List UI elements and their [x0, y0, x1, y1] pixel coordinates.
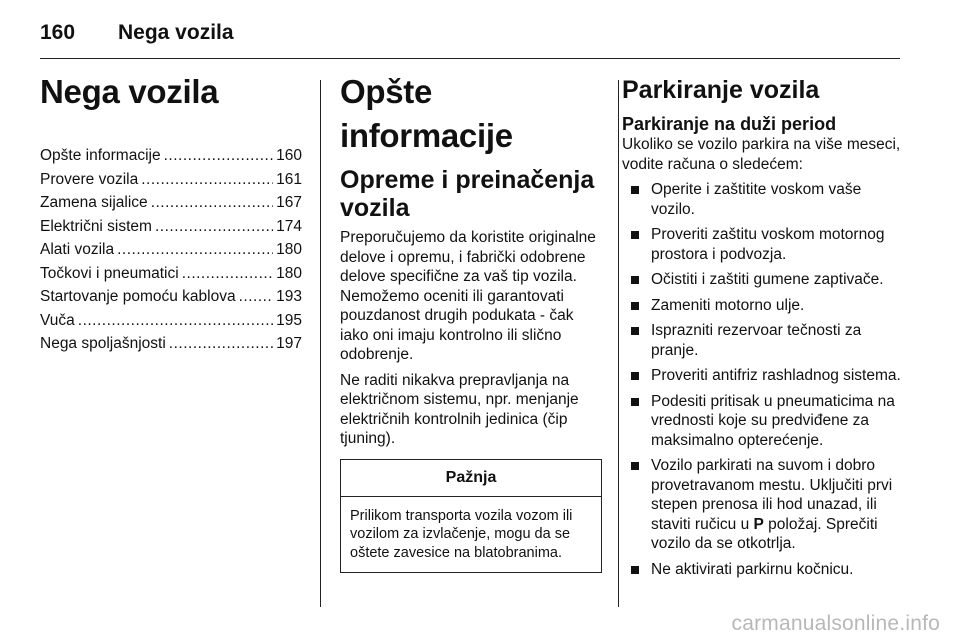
bullet-square-icon: [631, 327, 639, 335]
list-item: [622, 392, 904, 451]
toc-entry-page: 174: [276, 217, 302, 235]
toc-leader: [182, 265, 273, 283]
table-of-contents: [40, 147, 302, 359]
caution-title: Pažnja: [341, 460, 601, 497]
toc-entry-page: 197: [276, 335, 302, 352]
toc-leader: [169, 335, 273, 353]
toc-entry-title: Alati vozila: [40, 241, 115, 258]
list-item-text: Vozilo parkirati na suvom i dobro provetravanom mestu. Uključiti prvi stepen prenosa ili hod unazad, ili staviti ručicu u: [651, 457, 893, 533]
toc-leader: [117, 241, 273, 259]
toc-entry-page: 160: [276, 147, 302, 164]
watermark: carmanualsonline.info: [731, 612, 940, 635]
bullet-square-icon: [631, 398, 639, 406]
toc-entry-page: 167: [276, 194, 302, 211]
toc-entry[interactable]: [40, 218, 302, 242]
toc-leader: [78, 312, 273, 330]
body-paragraph: Ne raditi nikakva prepravljanja na električnom sistemu, npr. menjanje električnih kontrolnih jedinica (čip tjuning).: [340, 371, 579, 447]
column-divider: [618, 80, 619, 607]
toc-entry[interactable]: [40, 312, 302, 336]
toc-leader: [151, 194, 273, 212]
toc-entry[interactable]: [40, 335, 302, 359]
toc-entry[interactable]: [40, 147, 302, 171]
list-item: [622, 321, 904, 360]
list-item-text: položaj. Sprečiti vozilo da se otkotrlja.: [651, 515, 878, 552]
toc-entry-page: 161: [276, 170, 302, 188]
subsection-title: Opreme i preinačenja vozila: [340, 166, 595, 222]
bullet-square-icon: [631, 276, 639, 284]
toc-entry[interactable]: [40, 171, 302, 195]
bullet-square-icon: [631, 372, 639, 380]
list-item: [622, 180, 904, 219]
caution-text: Prilikom transporta vozila vozom ili vozilom za izvlačenje, mogu da se oštete zavesice na blatobranima.: [350, 507, 573, 561]
bullet-square-icon: [631, 186, 639, 194]
subsection-title: Parkiranje na duži period: [622, 114, 837, 134]
bullet-list: [622, 180, 904, 579]
bullet-square-icon: [631, 231, 639, 239]
toc-entry-title: Točkovi i pneumatici: [40, 264, 179, 282]
toc-entry-title: Startovanje pomoću kablova: [40, 288, 236, 305]
page-number: 160: [40, 21, 76, 44]
list-item-text: Ne aktivirati parkirnu kočnicu.: [651, 560, 854, 578]
caution-box: [340, 459, 602, 574]
list-item: [622, 225, 904, 264]
toc-entry-title: Zamena sijalice: [40, 194, 148, 211]
toc-entry[interactable]: [40, 241, 302, 265]
toc-entry[interactable]: [40, 194, 302, 218]
bullet-square-icon: [631, 302, 639, 310]
list-item: [622, 560, 904, 580]
bullet-square-icon: [631, 462, 639, 470]
list-item: [622, 366, 904, 386]
toc-entry-page: 180: [276, 264, 302, 282]
chapter-title: Nega vozila: [40, 73, 219, 110]
left-column: [40, 70, 302, 359]
toc-leader: [155, 218, 273, 236]
list-item-text: Proveriti antifriz rashladnog sistema.: [651, 367, 901, 384]
column-divider: [320, 80, 321, 607]
toc-entry-title: Provere vozila: [40, 170, 139, 188]
middle-column: [340, 70, 602, 573]
page-header: [40, 18, 234, 48]
toc-leader: [141, 171, 273, 189]
toc-leader: [164, 147, 274, 165]
toc-entry-title: Električni sistem: [40, 217, 152, 235]
body-paragraph: Preporučujemo da koristite originalne delove i opremu, i fabrički odobrene delove specifične za vaš tip vozila. Nemožemo oceniti ili garantovati pouzdanost drugih podukata - čak iako oni imaju kontrolno ili slično odobrenje.: [340, 229, 596, 363]
toc-leader: [239, 288, 274, 306]
right-column: [622, 70, 904, 585]
list-item: [622, 456, 904, 554]
toc-entry-page: 180: [276, 241, 302, 258]
list-item-text: Podesiti pritisak u pneumaticima na vrednosti koje su predviđene za maksimalno opterećenje.: [651, 392, 895, 449]
list-item-text: Zameniti motorno ulje.: [651, 296, 805, 314]
toc-entry-page: 193: [276, 288, 302, 305]
section-title: Opšte informacije: [340, 73, 513, 154]
header-title: Nega vozila: [118, 21, 234, 44]
list-item-text: Isprazniti rezervoar tečnosti za pranje.: [651, 322, 862, 359]
list-item: [622, 296, 904, 316]
header-divider: [40, 58, 900, 59]
toc-entry-title: Vuča: [40, 311, 75, 329]
gear-position-label: P: [753, 515, 764, 533]
toc-entry[interactable]: [40, 288, 302, 312]
section-title: Parkiranje vozila: [622, 76, 820, 104]
bullet-square-icon: [631, 566, 639, 574]
list-item: [622, 270, 904, 290]
toc-entry[interactable]: [40, 265, 302, 289]
intro-paragraph: Ukoliko se vozilo parkira na više meseci, vodite računa o sledećem:: [622, 136, 901, 173]
list-item-text: Operite i zaštitite voskom vaše vozilo.: [651, 181, 862, 218]
toc-entry-title: Opšte informacije: [40, 147, 161, 164]
toc-entry-page: 195: [276, 311, 302, 329]
toc-entry-title: Nega spoljašnjosti: [40, 335, 166, 352]
list-item-text: Očistiti i zaštiti gumene zaptivače.: [651, 271, 884, 288]
list-item-text: Proveriti zaštitu voskom motornog prostora i podvozja.: [651, 226, 885, 263]
